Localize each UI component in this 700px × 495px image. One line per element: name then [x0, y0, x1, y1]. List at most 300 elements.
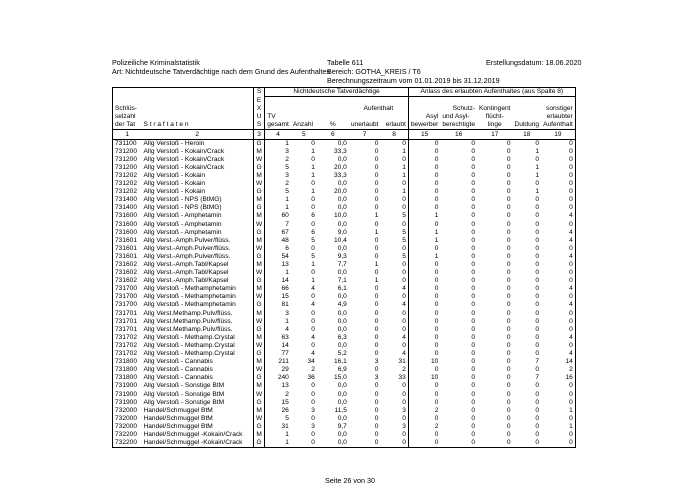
sex-cell: M — [254, 334, 265, 342]
asyl-cell: 0 — [408, 269, 440, 277]
asyl-cell: 10 — [408, 374, 440, 382]
unerlaubt-cell: 0 — [349, 439, 381, 448]
straftaten-header: S t r a f t a t e n — [143, 121, 189, 129]
duldung-cell: 1 — [535, 163, 540, 171]
key-cell: 732200 — [113, 431, 142, 439]
ntv-pct-cell: 5,2 — [337, 350, 347, 358]
key-cell: 731600 — [113, 212, 142, 220]
duldung-cell: 0 — [535, 285, 540, 293]
aufenthalt-header: Aufenthalt — [363, 105, 394, 113]
erlaubt-cell: 0 — [402, 261, 406, 269]
unerlaubt-cell: 0 — [374, 341, 379, 349]
ntv-pct-cell: 6,3 — [337, 333, 347, 341]
key-cell: 731100 — [113, 139, 142, 148]
key-cell: 732000 — [113, 415, 142, 423]
unerlaubt-cell: 0 — [374, 333, 379, 341]
duldung-cell: 1 — [535, 147, 540, 155]
sex-header: X — [254, 105, 265, 113]
ntv-count-cell: 3 — [311, 422, 315, 430]
duldung-cell: 0 — [513, 439, 542, 448]
key-cell: 731900 — [113, 390, 142, 398]
unerlaubt-cell: 0 — [374, 430, 379, 438]
asyl-cell: 0 — [408, 350, 440, 358]
unerlaubt-cell: 0 — [374, 390, 379, 398]
unerlaubt-cell: 1 — [374, 228, 379, 236]
sex-cell: G — [254, 229, 265, 237]
duldung-cell: 0 — [535, 139, 540, 147]
schutz-cell: 0 — [471, 261, 475, 269]
sex-cell: G — [254, 439, 265, 448]
ntv-count-cell: 0 — [311, 309, 315, 317]
tv-total-cell: 54 — [265, 253, 291, 261]
ntv-pct-cell: 11,5 — [334, 406, 347, 414]
ntv-count-cell: 1 — [311, 171, 315, 179]
unerlaubt-cell: 0 — [374, 317, 379, 325]
table-row — [113, 415, 576, 423]
table-row — [113, 196, 576, 204]
erlaubt-cell: 0 — [402, 390, 406, 398]
column-number: 8 — [380, 130, 408, 139]
ntv-pct-cell: 0,0 — [337, 269, 347, 277]
ntv-count-cell: 0 — [311, 398, 315, 406]
asyl-cell: 0 — [408, 204, 440, 212]
duldung-cell: 0 — [535, 212, 540, 220]
offense-cell: Allg Verstoß - Kokain/Crack — [143, 147, 225, 155]
key-cell: 731701 — [113, 310, 142, 318]
ntv-count-cell: 4 — [311, 285, 315, 293]
tv-total-cell: 3 — [265, 310, 291, 318]
kontingent-header: flücht- — [485, 113, 504, 121]
ntv-count-cell: 1 — [311, 147, 315, 155]
duldung-cell: 0 — [535, 366, 540, 374]
key-cell: 732000 — [113, 423, 142, 431]
kontingent-cell: 0 — [506, 252, 511, 260]
sex-cell: W — [254, 180, 265, 188]
sonstiger-cell: 0 — [541, 439, 575, 448]
report-subtitle: Art: Nichtdeutsche Tatverdächtige nach dem Grund des Aufenthaltes — [112, 67, 331, 76]
unerlaubt-cell: 0 — [374, 163, 379, 171]
unerlaubt-cell: 0 — [374, 155, 379, 163]
sex-cell: G — [254, 326, 265, 334]
ntv-pct-cell: 0,0 — [337, 390, 347, 398]
schutz-cell: 0 — [471, 139, 475, 147]
table-row — [113, 431, 576, 439]
offense-cell: Handel/Schmuggel -Kokain/Crack — [142, 439, 254, 448]
kontingent-cell: 0 — [506, 350, 511, 358]
key-cell: 731800 — [113, 366, 142, 374]
kontingent-cell: 0 — [506, 244, 511, 252]
sex-cell: W — [254, 415, 265, 423]
erlaubt-cell: 0 — [402, 398, 406, 406]
key-cell: 731200 — [113, 164, 142, 172]
sonstiger-cell: 0 — [541, 342, 575, 350]
sex-cell: G — [254, 423, 265, 431]
kontingent-cell: 0 — [506, 155, 511, 163]
period-label: Berechnungszeitraum vom 01.01.2019 bis 31.12.2019 — [327, 76, 500, 85]
asyl-cell: 1 — [408, 229, 440, 237]
kontingent-cell: 0 — [506, 374, 511, 382]
tv-total-cell: 7 — [265, 221, 291, 229]
schutz-cell: 0 — [471, 269, 475, 277]
kontingent-cell: 0 — [506, 333, 511, 341]
key-cell: 731200 — [113, 156, 142, 164]
asyl-cell: 0 — [408, 148, 440, 156]
key-cell: 731701 — [113, 326, 142, 334]
table-number: Tabelle 611 — [327, 58, 364, 67]
sex-cell: W — [254, 221, 265, 229]
sex-cell: M — [254, 431, 265, 439]
erlaubt-cell: 0 — [402, 309, 406, 317]
erlaubt-cell: 1 — [402, 147, 406, 155]
unerlaubt-cell: 1 — [374, 261, 379, 269]
key-cell: 731600 — [113, 229, 142, 237]
tv-total-cell: 66 — [265, 285, 291, 293]
duldung-cell: 0 — [535, 309, 540, 317]
ntv-pct-cell: 0,0 — [337, 204, 347, 212]
asyl-cell: 0 — [408, 221, 440, 229]
tv-total-cell: 13 — [265, 382, 291, 390]
asyl-cell: 0 — [408, 366, 440, 374]
ntv-count-cell: 0 — [291, 439, 317, 448]
asyl-cell: 10 — [408, 358, 440, 366]
duldung-cell: 7 — [535, 374, 540, 382]
unerlaubt-cell: 0 — [374, 301, 379, 309]
ntv-pct-cell: 0,0 — [337, 309, 347, 317]
erlaubt-cell: 0 — [380, 439, 408, 448]
offense-cell: Allg Verst.-Amph.Pulver/flüss. — [143, 244, 231, 252]
unerlaubt-cell: 0 — [374, 196, 379, 204]
sonstiger-cell: 0 — [541, 196, 575, 204]
tv-total-cell: 1 — [265, 431, 291, 439]
sex-cell: W — [254, 390, 265, 398]
ntv-pct-cell: 0,0 — [337, 382, 347, 390]
sex-cell: M — [254, 172, 265, 180]
column-number: 19 — [541, 130, 575, 139]
erlaubt-cell: 5 — [402, 252, 406, 260]
asyl-cell: 0 — [408, 188, 440, 196]
offense-cell: Allg Verstoß - Kokain/Crack — [143, 163, 225, 171]
offense-cell: Allg Verst.-Amph.Pulver/flüss. — [143, 236, 231, 244]
key-header: selzahl — [113, 113, 142, 121]
erlaubt-header: erlaubt — [385, 121, 406, 129]
schutz-cell: 0 — [471, 422, 475, 430]
duldung-cell: 0 — [535, 228, 540, 236]
key-cell: 731702 — [113, 350, 142, 358]
sonstiger-cell: 0 — [541, 382, 575, 390]
ntv-pct-cell: 6,1 — [337, 285, 347, 293]
sonstiger-cell: 1 — [541, 423, 575, 431]
ntv-count-cell: 1 — [311, 188, 315, 196]
tv-total-cell: 1 — [265, 139, 291, 148]
ntv-pct-cell: 6,9 — [337, 366, 347, 374]
duldung-cell: 0 — [535, 301, 540, 309]
offense-cell: Allg Verstoß - Methamphetamin — [143, 285, 236, 293]
schutz-cell: 0 — [471, 382, 475, 390]
asyl-cell: 2 — [408, 407, 440, 415]
region-label: Bereich: GOTHA_KREIS / T6 — [327, 67, 421, 76]
offense-cell: Handel/Schmuggel BtM — [143, 422, 213, 430]
erlaubt-cell: 5 — [402, 212, 406, 220]
table-row — [113, 350, 576, 358]
schutz-cell: 0 — [471, 252, 475, 260]
schutz-cell: 0 — [471, 309, 475, 317]
erlaubt-cell: 4 — [402, 301, 406, 309]
ntv-pct-cell: 33,3 — [334, 147, 347, 155]
unerlaubt-cell: 0 — [374, 252, 379, 260]
duldung-cell: 0 — [535, 317, 540, 325]
asyl-cell: 2 — [408, 423, 440, 431]
sex-header: E — [254, 97, 265, 106]
column-number-row — [113, 130, 576, 139]
ntv-pct-cell: 0,0 — [337, 244, 347, 252]
tv-total-cell: 29 — [265, 366, 291, 374]
ntv-count-cell: 0 — [311, 414, 315, 422]
duldung-cell: 0 — [535, 220, 540, 228]
erlaubt-cell: 0 — [402, 220, 406, 228]
asyl-cell: 0 — [408, 172, 440, 180]
erlaubt-cell: 0 — [402, 382, 406, 390]
erlaubt-cell: 0 — [402, 430, 406, 438]
schutz-cell: 0 — [471, 285, 475, 293]
key-cell: 731800 — [113, 374, 142, 382]
offense-cell: Allg Verstoß - Kokain — [143, 180, 206, 188]
table-row — [113, 342, 576, 350]
duldung-cell: 0 — [535, 244, 540, 252]
erlaubt-cell: 0 — [402, 277, 406, 285]
kontingent-cell: 0 — [477, 439, 513, 448]
asyl-cell: 0 — [408, 382, 440, 390]
sex-header: U — [254, 113, 265, 121]
kontingent-cell: 0 — [506, 422, 511, 430]
sex-cell: M — [254, 285, 265, 293]
schutz-cell: 0 — [471, 236, 475, 244]
offense-cell: Allg Verstoß - Cannabis — [143, 374, 213, 382]
offense-cell: Allg Verst.-Amph.Tabl/Kapsel — [143, 261, 229, 269]
ntv-pct-cell: 0,0 — [337, 325, 347, 333]
key-cell: 731601 — [113, 237, 142, 245]
unerlaubt-cell: 0 — [374, 220, 379, 228]
kontingent-cell: 0 — [506, 325, 511, 333]
asyl-cell: 0 — [408, 285, 440, 293]
sonstiger-cell: 0 — [541, 156, 575, 164]
kontingent-cell: 0 — [506, 236, 511, 244]
ntv-pct-cell: 20,0 — [334, 188, 347, 196]
offense-cell: Allg Verstoß - Kokain — [143, 171, 206, 179]
tv-header: TV — [265, 113, 291, 121]
tv-total-cell: 6 — [265, 245, 291, 253]
kontingent-cell: 0 — [506, 430, 511, 438]
column-number: 5 — [291, 130, 317, 139]
key-header: Schlüs- — [113, 105, 142, 113]
schutz-cell: 0 — [471, 333, 475, 341]
asyl-cell: 0 — [408, 399, 440, 407]
erlaubt-cell: 3 — [402, 422, 406, 430]
unerlaubt-cell: 0 — [374, 406, 379, 414]
offense-cell: Allg Verstoß - NPS (BtMG) — [143, 204, 222, 212]
asyl-header: bewerber — [408, 121, 440, 130]
unerlaubt-cell: 0 — [374, 325, 379, 333]
asyl-cell: 0 — [408, 196, 440, 204]
sonstiger-cell: 0 — [541, 180, 575, 188]
sonstiger-cell: 0 — [541, 326, 575, 334]
sex-cell: W — [254, 366, 265, 374]
duldung-cell: 0 — [535, 430, 540, 438]
table-row — [113, 188, 576, 196]
erlaubt-cell: 0 — [402, 139, 406, 147]
key-header: der Tat — [113, 121, 142, 130]
sex-cell: G — [254, 277, 265, 285]
column-number: 17 — [477, 130, 513, 139]
asyl-cell: 0 — [408, 277, 440, 285]
unerlaubt-cell: 0 — [374, 285, 379, 293]
ntv-count-cell: 6 — [311, 212, 315, 220]
schutz-cell: 0 — [471, 406, 475, 414]
ntv-pct-cell: 0,0 — [337, 196, 347, 204]
tv-total-cell: 5 — [265, 188, 291, 196]
duldung-cell: 7 — [535, 358, 540, 366]
asyl-cell: 1 — [408, 237, 440, 245]
sex-cell: M — [254, 310, 265, 318]
duldung-cell: 0 — [535, 414, 540, 422]
unerlaubt-cell: 0 — [374, 382, 379, 390]
table-row — [113, 358, 576, 366]
erlaubt-cell: 0 — [402, 341, 406, 349]
duldung-cell: 0 — [535, 155, 540, 163]
key-cell: 731601 — [113, 253, 142, 261]
erlaubt-cell: 0 — [402, 180, 406, 188]
offense-cell: Allg Verstoß - Sonstige BtM — [143, 382, 225, 390]
sonstiger-cell: 4 — [541, 301, 575, 309]
tv-total-cell: 14 — [265, 277, 291, 285]
kontingent-header: Kontingent — [478, 105, 511, 113]
ntv-count-cell: 0 — [311, 325, 315, 333]
schutz-cell: 0 — [471, 358, 475, 366]
duldung-cell: 0 — [535, 252, 540, 260]
table-row — [113, 204, 576, 212]
key-cell: 731602 — [113, 261, 142, 269]
key-cell: 731400 — [113, 204, 142, 212]
tv-total-cell: 60 — [265, 212, 291, 220]
key-cell: 731701 — [113, 318, 142, 326]
asyl-cell: 0 — [408, 156, 440, 164]
asyl-cell: 0 — [408, 390, 440, 398]
schutz-cell: 0 — [471, 180, 475, 188]
offense-cell: Allg Verstoß - Methamp.Crystal — [143, 350, 235, 358]
kontingent-header: linge — [487, 121, 502, 129]
offense-cell: Handel/Schmuggel -Kokain/Crack — [143, 430, 243, 438]
sonstiger-header: Aufenthalt — [541, 121, 575, 130]
ntv-count-cell: 0 — [311, 390, 315, 398]
ntv-pct-cell: 0,0 — [337, 341, 347, 349]
kontingent-cell: 0 — [506, 309, 511, 317]
kontingent-cell: 0 — [506, 188, 511, 196]
ntv-count-cell: 6 — [311, 228, 315, 236]
kontingent-cell: 0 — [506, 414, 511, 422]
table-row — [113, 407, 576, 415]
schutz-cell: 0 — [471, 188, 475, 196]
ntv-pct-cell: 0,0 — [337, 317, 347, 325]
duldung-cell: 0 — [535, 204, 540, 212]
offense-cell: Allg Verst.Methamp.Pulv/flüss. — [143, 317, 233, 325]
schutz-cell: 0 — [471, 171, 475, 179]
offense-cell: Allg Verstoß - Cannabis — [143, 366, 213, 374]
asyl-cell: 0 — [408, 301, 440, 309]
sex-cell: M — [254, 212, 265, 220]
erlaubt-cell: 5 — [402, 228, 406, 236]
ntv-count-cell: 4 — [311, 301, 315, 309]
kontingent-cell: 0 — [506, 366, 511, 374]
offense-cell: Allg Verstoß - Kokain — [143, 188, 206, 196]
table-row — [113, 139, 576, 148]
tv-total-cell: 1 — [265, 439, 291, 448]
unerlaubt-header: unerlaubt — [350, 121, 379, 129]
ntv-pct-cell: 0,0 — [337, 398, 347, 406]
sonstiger-cell: 0 — [541, 269, 575, 277]
sex-cell: M — [254, 358, 265, 366]
offense-cell: Allg Verstoß - Amphetamin — [143, 220, 222, 228]
schutz-cell: 0 — [471, 244, 475, 252]
kontingent-cell: 0 — [506, 390, 511, 398]
tv-total-cell: 48 — [265, 237, 291, 245]
schutz-cell: 0 — [471, 163, 475, 171]
offense-cell: Allg Verstoß - Methamp.Crystal — [143, 341, 235, 349]
kontingent-cell: 0 — [506, 228, 511, 236]
sex-cell: W — [254, 342, 265, 350]
sonstiger-header: erlaubter — [541, 113, 575, 121]
table-row — [113, 269, 576, 277]
asyl-cell: 0 — [408, 245, 440, 253]
duldung-cell: 0 — [535, 382, 540, 390]
ntv-pct-cell: 9,7 — [337, 422, 347, 430]
group-header-ntv: Nichtdeutsche Tatverdächtige — [265, 88, 409, 97]
ntv-count-cell: 34 — [307, 358, 315, 366]
duldung-cell: 0 — [535, 333, 540, 341]
unerlaubt-cell: 0 — [374, 414, 379, 422]
ntv-count-cell: 0 — [311, 155, 315, 163]
erlaubt-cell: 1 — [402, 163, 406, 171]
ntv-count-cell: 1 — [311, 163, 315, 171]
duldung-header: Duldung — [514, 121, 540, 129]
kontingent-cell: 0 — [506, 212, 511, 220]
org-title: Polizeiliche Kriminalstatistik — [112, 58, 200, 67]
ntv-count-cell: 1 — [311, 277, 315, 285]
creation-date: Erstellungsdatum: 18.06.2020 — [486, 58, 582, 67]
sonstiger-cell: 4 — [541, 350, 575, 358]
group-header-anlass: Anlass des erlaubten Aufenthaltes (aus Spalte 8) — [408, 88, 575, 97]
offense-cell: Handel/Schmuggel BtM — [143, 406, 213, 414]
asyl-cell: 0 — [408, 439, 440, 448]
duldung-cell: 1 — [535, 171, 540, 179]
sex-cell: G — [254, 374, 265, 382]
column-number: 18 — [513, 130, 542, 139]
statistics-table — [112, 87, 576, 448]
sonstiger-cell: 0 — [541, 188, 575, 196]
erlaubt-cell: 0 — [402, 317, 406, 325]
kontingent-cell: 0 — [506, 269, 511, 277]
duldung-cell: 0 — [535, 341, 540, 349]
sex-cell: G — [254, 253, 265, 261]
tv-total-cell: 240 — [265, 374, 291, 382]
ntv-count-cell: 0 — [311, 139, 315, 147]
schutz-cell: 0 — [471, 293, 475, 301]
schutz-cell: 0 — [471, 390, 475, 398]
schutz-cell: 0 — [471, 341, 475, 349]
erlaubt-cell: 0 — [402, 414, 406, 422]
table-row — [113, 423, 576, 431]
offense-cell: Allg Verstoß - Heroin — [143, 139, 205, 147]
kontingent-cell: 0 — [506, 301, 511, 309]
sex-cell: W — [254, 245, 265, 253]
